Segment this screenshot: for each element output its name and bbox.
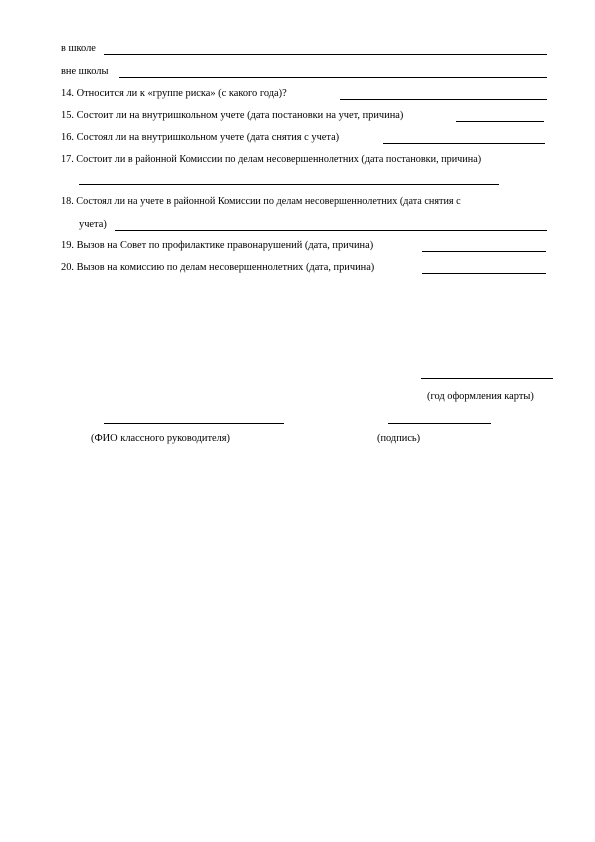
signature-caption: (подпись) xyxy=(377,433,421,444)
question-18-line1: 18. Состоял ли на учете в районной Комиссии по делам несовершеннолетних (дата снятия с xyxy=(61,196,461,207)
card-year-field[interactable] xyxy=(421,378,553,379)
question-14-field[interactable] xyxy=(340,99,547,100)
question-17: 17. Состоит ли в районной Комиссии по делам несовершеннолетних (дата постановки, причина) xyxy=(61,154,482,165)
question-20: 20. Вызов на комиссию по делам несовершеннолетних (дата, причина) xyxy=(61,262,375,273)
teacher-name-field[interactable] xyxy=(104,423,284,424)
out-school-field[interactable] xyxy=(119,77,547,78)
card-year-caption: (год оформления карты) xyxy=(427,391,534,402)
question-15-field[interactable] xyxy=(456,121,544,122)
question-18-field[interactable] xyxy=(115,230,547,231)
question-19-field[interactable] xyxy=(422,251,546,252)
question-20-field[interactable] xyxy=(422,273,546,274)
question-16: 16. Состоял ли на внутришкольном учете (дата снятия с учета) xyxy=(61,132,340,143)
signature-field[interactable] xyxy=(388,423,491,424)
question-15: 15. Состоит ли на внутришкольном учете (дата постановки на учет, причина) xyxy=(61,110,404,121)
out-school-label: вне школы xyxy=(61,66,109,77)
question-18-line2: учета) xyxy=(79,219,107,230)
question-19: 19. Вызов на Совет по профилактике правонарушений (дата, причина) xyxy=(61,240,374,251)
in-school-label: в школе xyxy=(61,43,96,54)
question-17-field[interactable] xyxy=(79,184,499,185)
question-14: 14. Относится ли к «группе риска» (с какого года)? xyxy=(61,88,287,99)
question-16-field[interactable] xyxy=(383,143,545,144)
in-school-field[interactable] xyxy=(104,54,547,55)
teacher-name-caption: (ФИО классного руководителя) xyxy=(91,433,231,444)
